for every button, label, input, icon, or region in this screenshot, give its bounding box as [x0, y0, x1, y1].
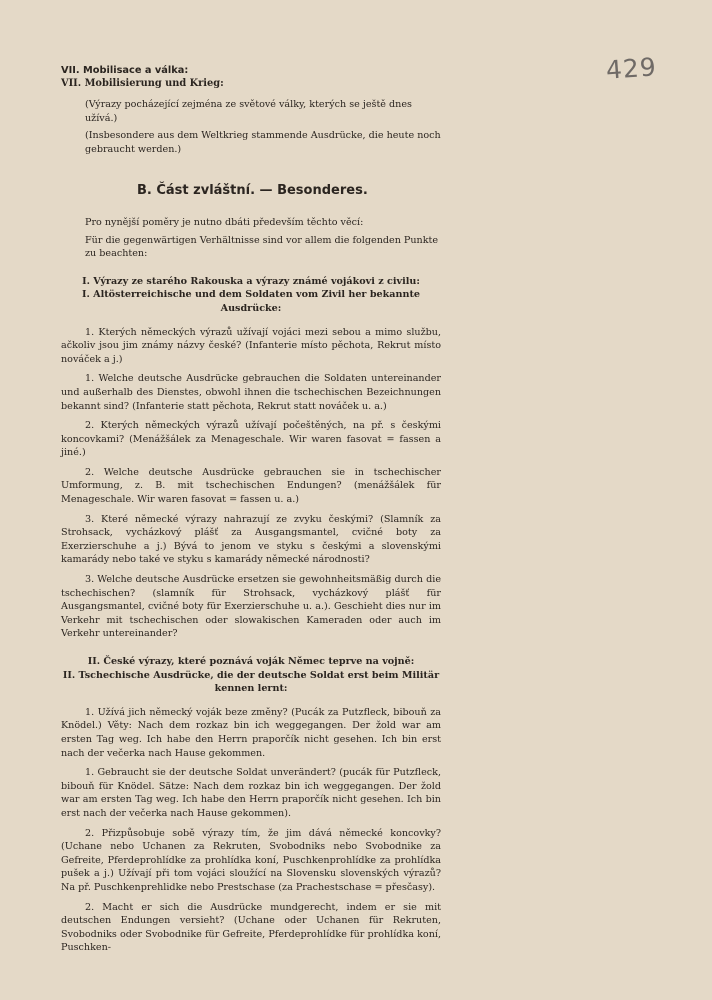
part1-heading-de: I. Altösterreichische und dem Soldaten vom Zivil her bekannte Ausdrücke: — [81, 289, 420, 314]
note-de: (Insbesondere aus dem Weltkrieg stammende Ausdrücke, die heute noch gebraucht werden.) — [85, 130, 441, 155]
note-cz: (Výrazy pocházející zejména ze světové války, kterých se ještě dnes užívá.) — [85, 99, 412, 124]
part1-questions — [61, 326, 441, 641]
note-block — [61, 98, 441, 156]
part1-q3-de: 3. Welche deutsche Ausdrücke ersetzen sie gewohnheitsmäßig durch die tschechischen? (slamník für Strohsack, vycházkový plášť für Ausgangsmantel, cvičné boty für Exerzierschuhe u. a.). Geschieht dies nur im Verkehr mit tschechischen oder slowakischen Kameraden oder auch im Verkehr untereinander? — [61, 574, 441, 640]
part1-q1-cz: 1. Kterých německých výrazů užívají vojáci mezi sebou a mimo službu, ačkoliv jsou jim známy názvy české? (Infanterie místo pěchota, Rekrut místo nováček a j.) — [61, 326, 441, 365]
intro-block — [61, 216, 441, 261]
intro-de: Für die gegenwärtigen Verhältnisse sind vor allem die folgenden Punkte zu beachten: — [85, 234, 439, 260]
part2-q2-de: 2. Macht er sich die Ausdrücke mundgerecht, indem er sie mit deutschen Endungen versieht? (Uchane oder Uchanen für Rekruten, Svobodniks oder Svobodnike für Gefreite, Pferdeprohlídke für prohlídka koní, Puschken- — [61, 901, 441, 954]
heading-de: VII. Mobilisierung und Krieg: — [61, 78, 224, 89]
heading-cz: VII. Mobilisace a válka: — [61, 65, 189, 76]
part1-heading — [61, 275, 441, 316]
part2-q1-cz: 1. Užívá jich německý voják beze změny? (Pucák za Putzfleck, bibouň za Knödel.) Věty: Nach dem rozkaz bin ich weggegangen. Der žold war am ersten Tag weg. Ich habe den Herrn praporčík nicht gesehen. Ich bin erst nach der večerka nach Hause gekommen. — [61, 706, 441, 759]
part1-heading-cz: I. Výrazy ze starého Rakouska a výrazy známé vojákovi z civilu: — [82, 275, 420, 287]
part2-heading — [61, 655, 441, 696]
part1-q1-de: 1. Welche deutsche Ausdrücke gebrauchen die Soldaten untereinander und außerhalb des Dienstes, obwohl ihnen die tschechischen Bezeichnungen bekannt sind? (Infanterie statt pěchota, Rekrut statt nováček u. a.) — [61, 373, 441, 412]
intro-cz: Pro nynější poměry je nutno dbáti především těchto věcí: — [85, 216, 364, 228]
part2-q1-de: 1. Gebraucht sie der deutsche Soldat unverändert? (pucák für Putzfleck, bibouň für Knödel. Sätze: Nach dem rozkaz bin ich weggegangen. Der žold war am ersten Tag weg. Ich habe den Herrn praporčík nicht gesehen. Ich bin erst nach der večerka nach Hause gekommen). — [61, 767, 441, 819]
part1-q2-cz: 2. Kterých německých výrazů užívají počeštěných, na př. s českými koncovkami? (Menážšálek za Menageschale. Wir waren fasovat = fassen a jiné.) — [61, 420, 441, 459]
part2-heading-cz: II. České výrazy, které poznává voják Němec teprve na vojně: — [87, 656, 415, 667]
part1-q2-de: 2. Welche deutsche Ausdrücke gebrauchen sie in tschechischer Umformung, z. B. mit tschechischen Endungen? (menážšálek für Menageschale. Wir waren fasovat = fassen u. a.) — [61, 466, 441, 506]
section-title: B. Část zvláštní. — Besonderes. — [137, 183, 368, 199]
part2-heading-de: II. Tschechische Ausdrücke, die der deutsche Soldat erst beim Militär kennen lernt: — [62, 669, 440, 695]
part2-questions — [61, 706, 441, 955]
page-number-annotation: 429 — [605, 52, 658, 85]
part2-q2-cz: 2. Přizpůsobuje sobě výrazy tím, že jim dává německé koncovky? (Uchane nebo Uchanen za Rekruten, Svobodniks nebo Svobodnike za Gefreite, Pferdeprohlídke za prohlídka koní, Puschkenprohlídke za prohlídka pušek a j.) Užívají při tom vojáci sloužící na Slovensku slovenských výrazů? Na př. Puschkenprehlidke nebo Prestschase (za Prachestschase = přesčasy). — [61, 827, 441, 893]
document-body — [61, 64, 441, 955]
part1-q3-cz: 3. Které německé výrazy nahrazují ze zvyku českými? (Slamník za Strohsack, vycházkový plášť za Ausgangsmantel, cvičné boty za Exerzierschuhe a j.) Bývá to jenom ve styku s českými a slovenskými kamarády nebo také ve styku s kamarády německé národnosti? — [61, 513, 441, 566]
